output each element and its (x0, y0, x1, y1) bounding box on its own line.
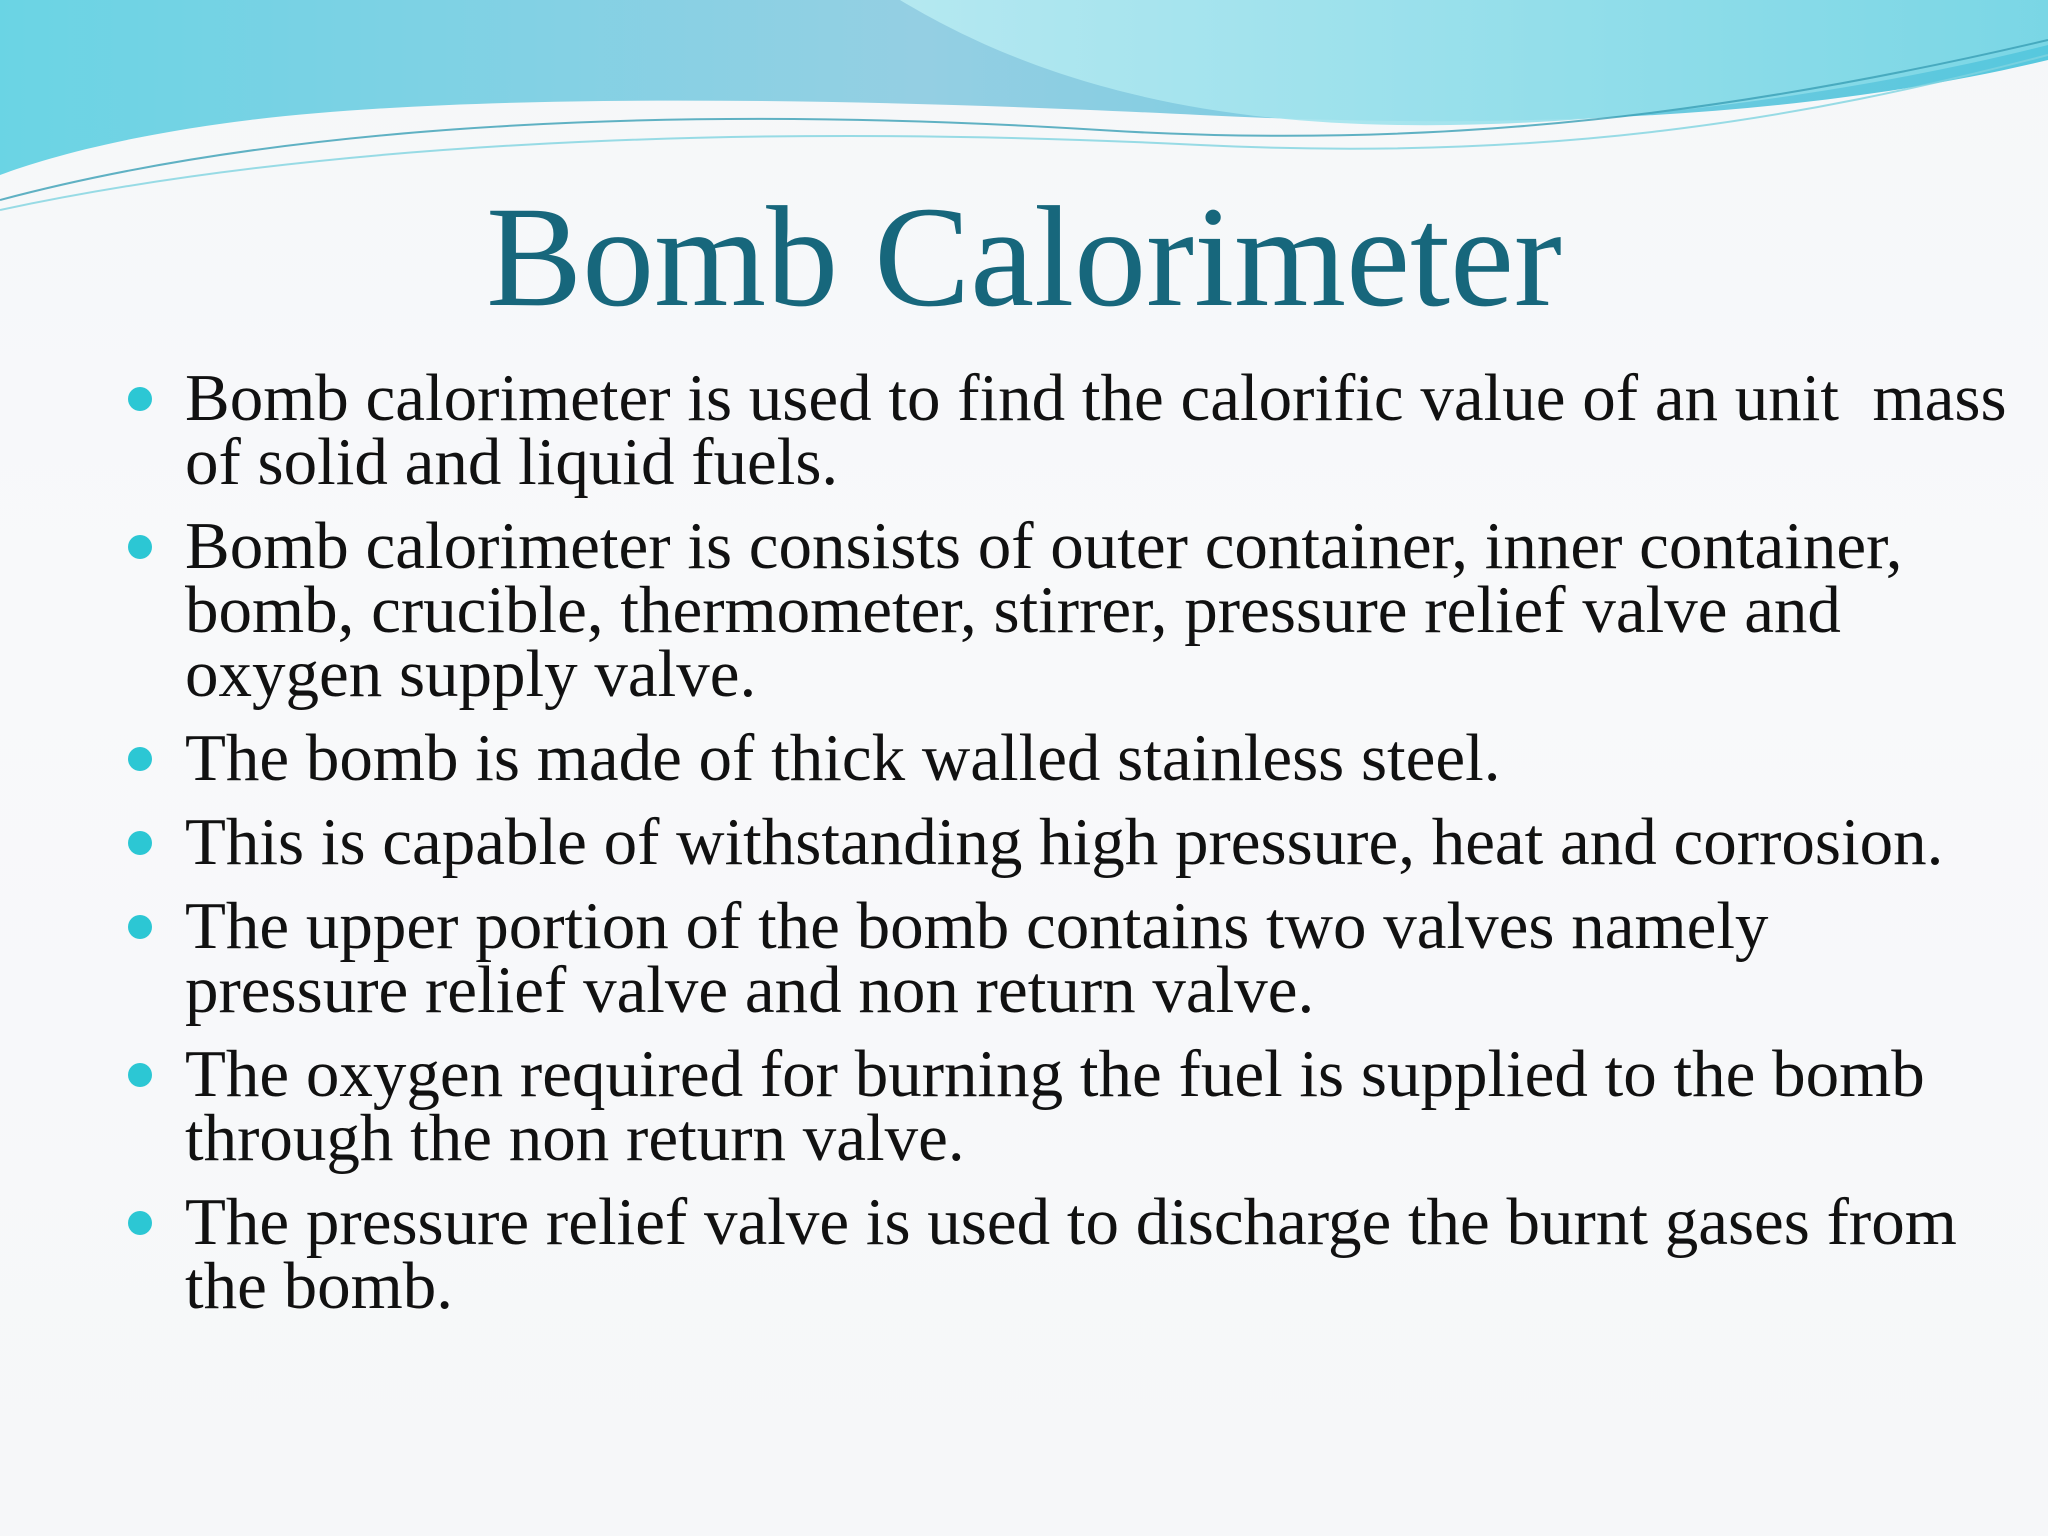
bullet-item (128, 721, 2008, 795)
bullet-item (128, 1037, 2008, 1175)
bullet-item (128, 805, 2008, 879)
bullet-dot-icon (128, 1063, 152, 1087)
slide-title: Bomb Calorimeter (486, 178, 1562, 337)
bullet-item (128, 889, 2008, 1027)
bullet-item (128, 1185, 2008, 1323)
bullet-text: The oxygen required for burning the fuel is supplied to the bomb through the non return valve. (185, 1037, 1942, 1175)
bullet-dot-icon (128, 747, 152, 771)
bullet-dot-icon (128, 535, 152, 559)
bullet-dot-icon (128, 831, 152, 855)
bullet-text: The bomb is made of thick walled stainless steel. (185, 721, 1501, 795)
bullet-text: The upper portion of the bomb contains two valves namely pressure relief valve and non return valve. (185, 889, 1786, 1027)
bullet-text: Bomb calorimeter is used to find the calorific value of an unit mass of solid and liquid fuels. (185, 361, 2024, 499)
bullet-list (128, 361, 2024, 1338)
bullet-dot-icon (128, 1211, 152, 1235)
bullet-dot-icon (128, 915, 152, 939)
bullet-text: The pressure relief valve is used to discharge the burnt gases from the bomb. (185, 1185, 1974, 1323)
bullet-item (128, 509, 2008, 711)
bullet-text: This is capable of withstanding high pressure, heat and corrosion. (185, 805, 1944, 879)
bullet-item (128, 361, 2024, 499)
bullet-text: Bomb calorimeter is consists of outer container, inner container, bomb, crucible, thermometer, stirrer, pressure relief valve and oxygen supply valve. (185, 509, 1920, 711)
bullet-dot-icon (128, 387, 152, 411)
